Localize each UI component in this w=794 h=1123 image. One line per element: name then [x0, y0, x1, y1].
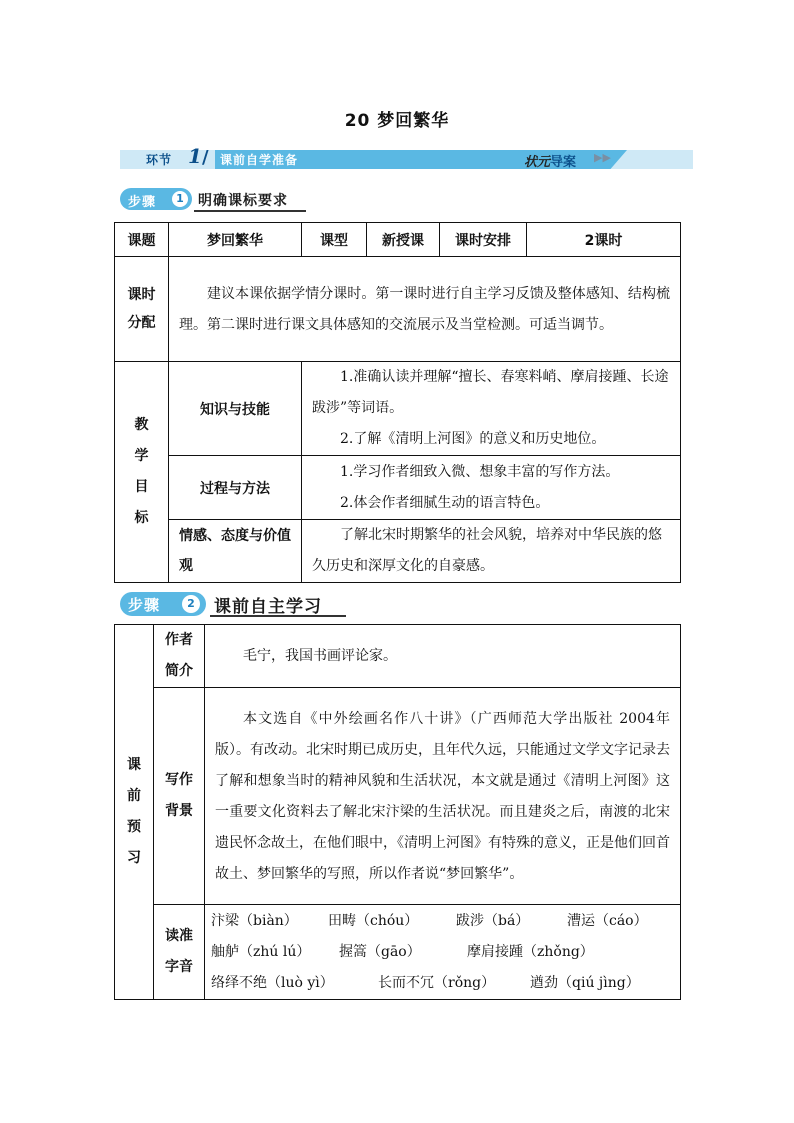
- pronunciation-label-line: 读准: [165, 928, 193, 944]
- goal-category: 知识与技能: [169, 362, 302, 456]
- background-label-line: 背景: [165, 803, 193, 819]
- background-label-line: 写作: [165, 772, 193, 788]
- table-row: [115, 362, 681, 456]
- section-banner: [120, 144, 693, 170]
- goals-label-char: 学: [134, 448, 149, 464]
- pronunciation-item: 舳舻（zhú lú）: [211, 943, 311, 960]
- pronunciation-item: 摩肩接踵（zhǒng）: [467, 943, 594, 960]
- pronunciation-item: 长而不冗（rǒng）: [378, 974, 496, 991]
- background-label: [154, 688, 205, 905]
- background-text-cell: [205, 688, 681, 905]
- pronunciation-row: [205, 906, 680, 937]
- goal-item: 1.准确认读并理解“擅长、春寒料峭、摩肩接踵、长途跋涉”等词语。: [312, 369, 669, 416]
- preview-study-table: [114, 624, 681, 1000]
- pronunciation-item: 握篙（gāo）: [339, 943, 421, 960]
- preview-label: [115, 625, 154, 1000]
- header-cell: 梦回繁华: [169, 223, 302, 257]
- author-label-line: 简介: [165, 663, 193, 679]
- pronunciation-item: 跋涉（bá）: [456, 912, 530, 929]
- preview-label-char: 预: [127, 819, 141, 835]
- preview-label-char: 习: [127, 850, 141, 866]
- step-number: 2: [182, 595, 200, 613]
- step-1-header: [120, 188, 310, 212]
- step-2-title: 课前自主学习: [214, 597, 322, 617]
- table-row: [115, 257, 681, 362]
- preview-label-char: 前: [127, 788, 141, 804]
- pronunciation-row: [205, 968, 680, 999]
- banner-number: 1: [188, 144, 202, 168]
- goals-label: [115, 362, 169, 583]
- banner-brand-b: 导案: [550, 155, 577, 170]
- schedule-text: 建议本课依据学情分课时。第一课时进行自主学习反馈及整体感知、结构梳理。第二课时进行课文具体感知的交流展示及当堂检测。可适当调节。: [179, 285, 670, 333]
- table-row: [115, 456, 681, 520]
- banner-label: 环节: [146, 153, 173, 167]
- goal-item: 1.学习作者细致入微、想象丰富的写作方法。: [340, 463, 620, 480]
- header-cell: 课型: [302, 223, 367, 257]
- goal-items: [302, 456, 681, 520]
- course-standard-table: [114, 222, 681, 583]
- table-row: [115, 223, 681, 257]
- schedule-text-cell: [169, 257, 681, 362]
- page-title: 20 梦回繁华: [344, 111, 450, 131]
- pronunciation-item: 络绎不绝（luò yì）: [211, 974, 334, 991]
- header-cell: 课题: [115, 223, 169, 257]
- goal-item: 2.了解《清明上河图》的意义和历史地位。: [340, 431, 606, 447]
- header-cell: 新授课: [367, 223, 440, 257]
- header-cell: 课时安排: [440, 223, 527, 257]
- banner-brand-a: 状元: [524, 155, 551, 170]
- step-1-badge: [120, 188, 192, 210]
- step-badge-label: 步骤: [128, 195, 157, 210]
- step-2-header: [120, 592, 350, 616]
- author-label-line: 作者: [165, 632, 193, 648]
- step-number: 1: [172, 191, 188, 207]
- goal-category: 过程与方法: [169, 456, 302, 520]
- pronunciation-label-line: 字音: [165, 959, 193, 975]
- author-label: [154, 625, 205, 688]
- pronunciation-cell: [205, 905, 681, 1000]
- pronunciation-item: 遒劲（qiú jìng）: [530, 974, 640, 991]
- table-row: [115, 905, 681, 1000]
- banner-slash: /: [202, 147, 209, 168]
- step-2-badge: [120, 592, 206, 616]
- goal-category: 情感、态度与价值观: [169, 520, 302, 583]
- pronunciation-row: [205, 937, 680, 968]
- banner-brand: [524, 151, 576, 170]
- table-row: [115, 520, 681, 583]
- goal-item: 2.体会作者细腻生动的语言特色。: [340, 494, 550, 511]
- pronunciation-item: 田畴（chóu）: [328, 912, 419, 929]
- table-row: [115, 688, 681, 905]
- pronunciation-item: 汴梁（biàn）: [211, 912, 298, 929]
- goal-items: [302, 520, 681, 583]
- double-arrow-icon: ▶▶: [594, 151, 611, 164]
- background-text: 本文选自《中外绘画名作八十讲》（广西师范大学出版社 2004年版）。有改动。北宋时期已成历史，且年代久远，只能通过文学文字记录去了解和想象当时的精神风貌和生活状况，本文就是通过《清明上河图》这一重要文化资料去了解北宋汴梁的生活状况。而且建炎之后，南渡的北宋遗民怀念故土，在他们眼中，《清明上河图》有特殊的意义，正是他们回首故土、梦回繁华的写照，所以作者说“梦回繁华”。: [215, 710, 670, 882]
- header-cell: 2课时: [527, 223, 681, 257]
- step-badge-label: 步骤: [128, 596, 161, 614]
- goal-items: [302, 362, 681, 456]
- table-row: [115, 625, 681, 688]
- goals-label-char: 目: [134, 479, 149, 495]
- pronunciation-item: 漕运（cáo）: [567, 912, 648, 929]
- step-1-underline: [194, 210, 306, 212]
- step-1-title: 明确课标要求: [198, 193, 288, 209]
- author-text: 毛宁，我国书画评论家。: [243, 648, 397, 664]
- goals-label-char: 教: [134, 417, 149, 433]
- schedule-label: 课时分配: [115, 257, 169, 362]
- pronunciation-label: [154, 905, 205, 1000]
- step-2-underline: [210, 615, 346, 617]
- goal-item: 了解北宋时期繁华的社会风貌，培养对中华民族的悠久历史和深厚文化的自豪感。: [312, 527, 662, 574]
- preview-label-char: 课: [127, 757, 141, 773]
- author-text-cell: [205, 625, 681, 688]
- banner-stage: 课前自学准备: [220, 153, 299, 167]
- goals-label-char: 标: [134, 510, 149, 526]
